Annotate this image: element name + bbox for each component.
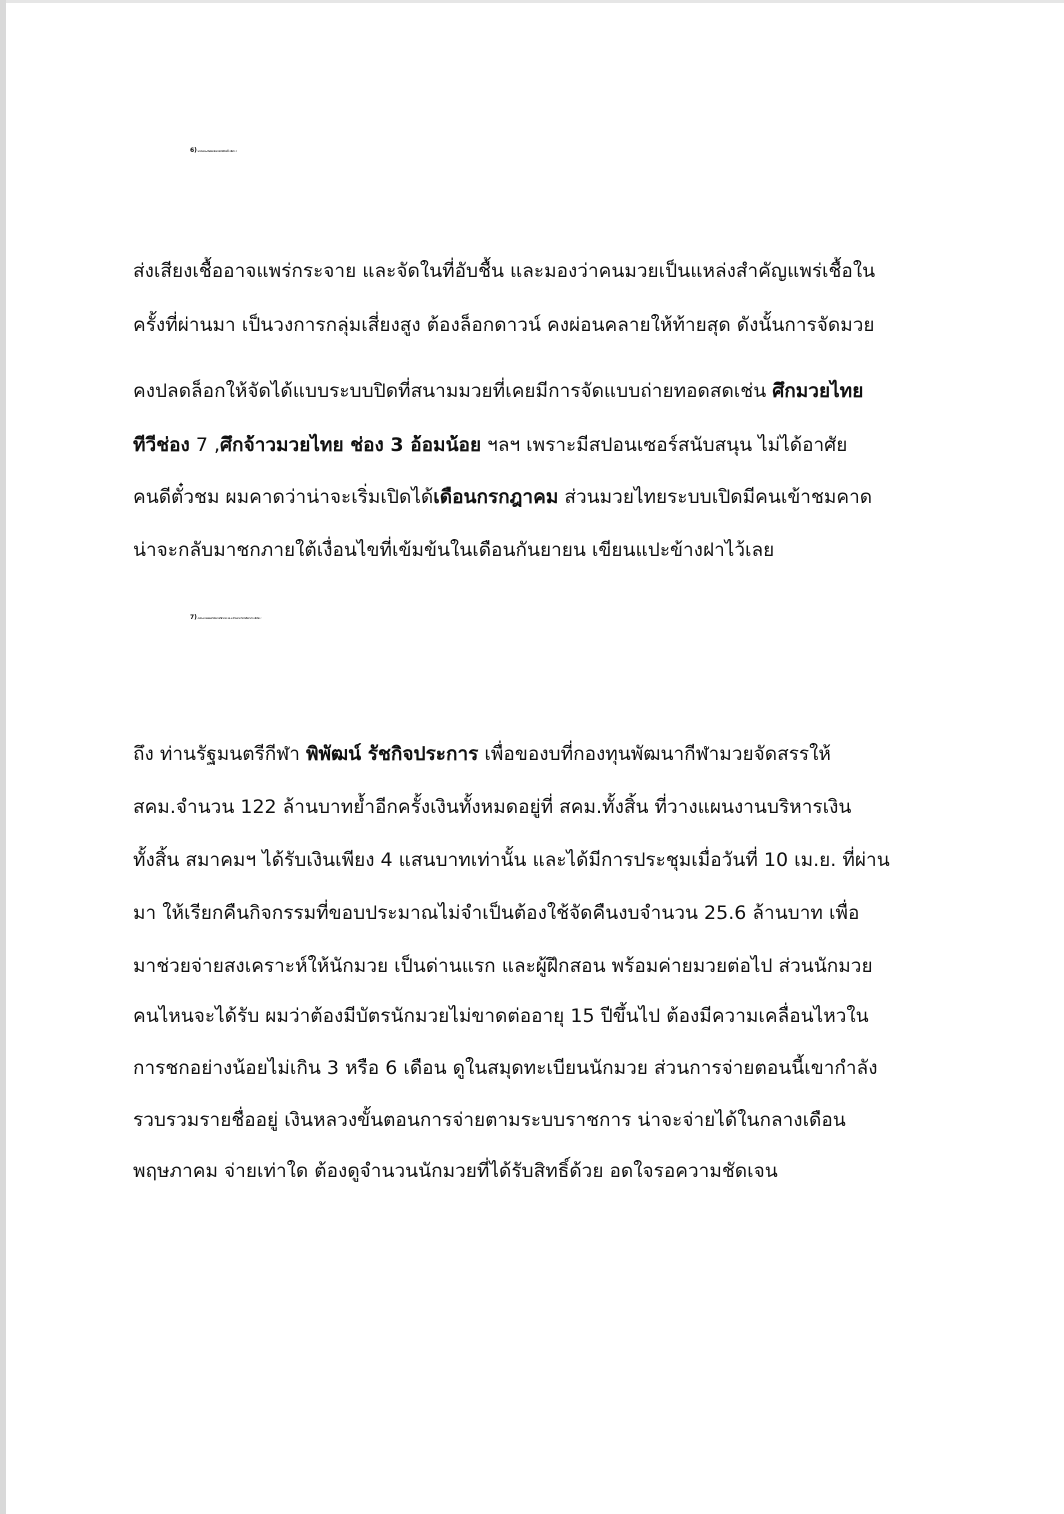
- section-7-number: 7): [190, 614, 197, 621]
- section-6-line-7: น่าจะกลับมาชกภายใต้เงื่อนไขที่เข้มข้นในเดือนกันยายน เขียนแปะข้างฝาไว้เลย: [133, 539, 775, 561]
- section-7-line-2-pre: ถึง ท่านรัฐมนตรีกีฬา: [133, 743, 306, 765]
- closing-statement: [170, 1223, 1000, 1251]
- section-7-line-2: [133, 740, 963, 768]
- minister-name-bold: พิพัฒน์ รัชกิจประการ: [305, 743, 479, 765]
- section-6-line-6-text: คนดีตั๋วชม ผมคาดว่าน่าจะเริ่มเปิดได้: [133, 486, 434, 508]
- section-7-line-3: สคม.จำนวน 122 ล้านบาทย้ำอีกครั้งเงินทั้งหมดอยู่ที่ สคม.ทั้งสิ้น ที่วางแผนงานบริหารเงิน: [133, 796, 852, 818]
- page-top-edge: [0, 0, 1064, 3]
- section-6-line-1: [220, 203, 1050, 231]
- event-name-bold: ศึกมวยไทย: [772, 380, 864, 402]
- section-6-number: 6): [190, 147, 197, 154]
- section-6-line-5-text: ฯลฯ เพราะมีสปอนเซอร์สนับสนุน ไม่ได้อาศัย: [481, 434, 848, 456]
- section-7-line-4: ทั้งสิ้น สมาคมฯ ได้รับเงินเพียง 4 แสนบาทเท่านั้น และได้มีการประชุมเมื่อวันที่ 10 เม.ย. ที่ผ่าน: [133, 849, 890, 871]
- page-left-edge: [0, 0, 6, 1514]
- section-7-heading: [190, 604, 1020, 633]
- section-7-line-8: การชกอย่างน้อยไม่เกิน 3 หรือ 6 เดือน ดูในสมุดทะเบียนนักมวย ส่วนการจ่ายตอนนี้เขากำลัง: [133, 1057, 878, 1079]
- section-7-line-1: [163, 674, 993, 702]
- section-6-line-4: [133, 377, 963, 405]
- section-6-heading: [190, 137, 1020, 166]
- section-6-line-6-tail: ส่วนมวยไทยระบบเปิดมีคนเข้าชมคาด: [558, 486, 873, 508]
- section-6-line-5: [133, 431, 963, 459]
- channel-number: 7 ,: [189, 434, 220, 456]
- section-7-line-5: มา ให้เรียกคืนกิจกรรมที่ขอบประมาณไม่จำเป็นต้องใช้จัดคืนงบจำนวน 25.6 ล้านบาท เพื่อ: [133, 902, 860, 924]
- channel-bold: ทีวีช่อง: [133, 434, 190, 456]
- section-6-line-4-text: คงปลดล็อกให้จัดได้แบบระบบปิดที่สนามมวยที่เคยมีการจัดแบบถ่ายทอดสดเช่น: [133, 380, 773, 402]
- section-6-line-3: ครั้งที่ผ่านมา เป็นวงการกลุ่มเสี่ยงสูง ต้องล็อกดาวน์ คงผ่อนคลายให้ท้ายสุด ดังนั้นการจัดมวย: [133, 314, 875, 336]
- section-7-line-6: มาช่วยจ่ายสงเคราะห์ให้นักมวย เป็นด่านแรก และผู้ฝึกสอน พร้อมค่ายมวยต่อไป ส่วนนักมวย: [133, 955, 873, 977]
- event-name-bold-2: ศึกจ้าวมวยไทย ช่อง 3 อ้อมน้อย: [220, 434, 482, 456]
- section-6-line-6: [133, 483, 963, 511]
- month-bold: เดือนกรกฎาคม: [433, 486, 559, 508]
- section-7-line-9: รวบรวมรายชื่ออยู่ เงินหลวงขั้นตอนการจ่ายตามระบบราชการ น่าจะจ่ายได้ในกลางเดือน: [133, 1109, 846, 1131]
- section-7-title-end: ?: [259, 618, 262, 620]
- section-7-line-7: คนไหนจะได้รับ ผมว่าต้องมีบัตรนักมวยไม่ขาดต่ออายุ 15 ปีขึ้นไป ต้องมีความเคลื่อนไหวใน: [133, 1005, 869, 1027]
- section-6-title: มวยไทยจะเริ่มจัดกลับมาชกได้อีกครั้ง เมื่อไร ?: [197, 151, 238, 153]
- section-7-title: งบประมาณของสำนักงานกีฬามวย 25.6 ล้านบาท ใครได้อย่างไร เมื่อใด: [197, 618, 260, 620]
- section-6-line-2: ส่งเสียงเชื้ออาจแพร่กระจาย และจัดในที่อับชื้น และมองว่าคนมวยเป็นแหล่งสำคัญแพร่เชื้อใน: [133, 260, 876, 282]
- section-7-line-2-text: เพื่อของบที่กองทุนพัฒนากีฬามวยจัดสรรให้: [478, 743, 831, 765]
- section-7-line-10: พฤษภาคม จ่ายเท่าใด ต้องดูจำนวนนักมวยที่ได้รับสิทธิ์ด้วย อดใจรอความชัดเจน: [133, 1160, 778, 1182]
